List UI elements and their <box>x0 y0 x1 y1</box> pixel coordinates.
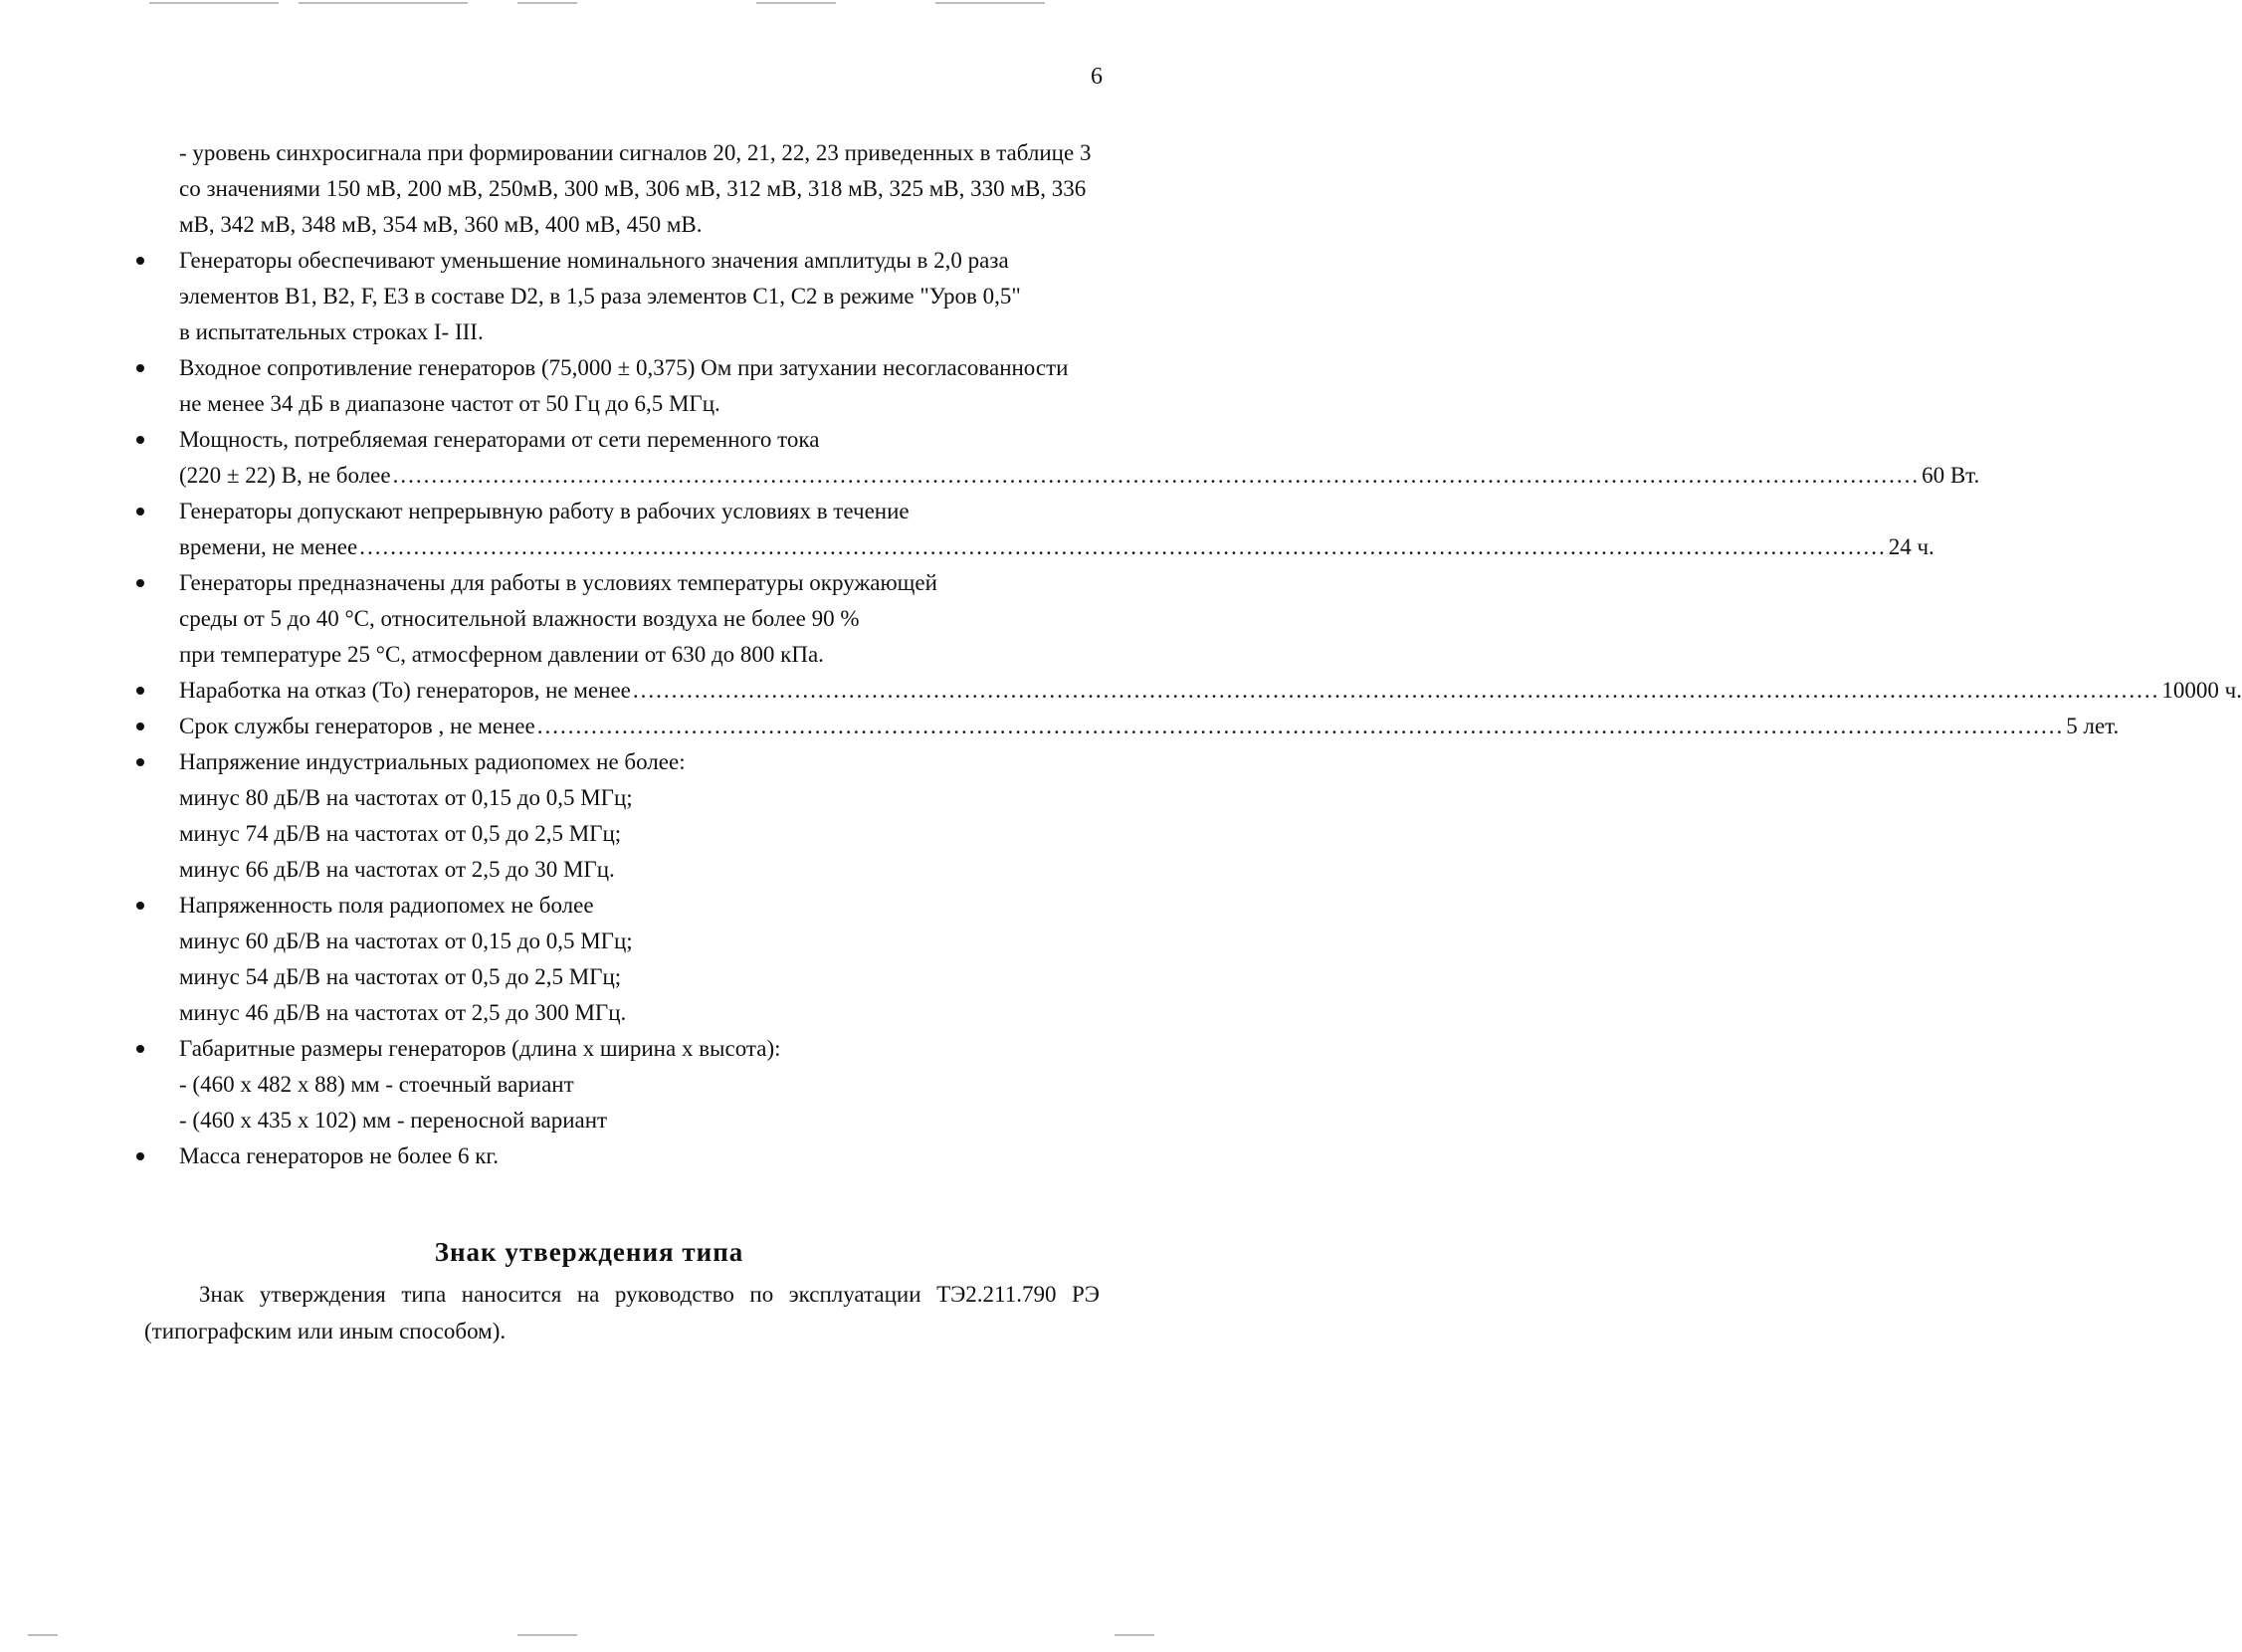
scan-mark <box>756 2 836 4</box>
bullet-icon <box>136 758 144 766</box>
bullet-line: минус 66 дБ/В на частотах от 2,5 до 30 МГц. <box>179 857 615 882</box>
bullet-icon <box>136 508 144 516</box>
bullet-dimensions <box>129 1031 1105 1138</box>
leader-line <box>179 709 2120 744</box>
leader-line <box>179 673 2242 709</box>
section-title: Знак утверждения типа <box>434 1237 744 1267</box>
bullet-power <box>129 422 1980 494</box>
bullet-interference-voltage <box>129 744 1105 888</box>
leader-dots: ...................................................................................................................................................................................................... <box>359 534 1887 559</box>
scan-artifact-top <box>0 0 1178 8</box>
bullet-line: Входное сопротивление генераторов (75,000 ± 0,375) Ом при затухании несогласованности <box>179 355 1069 380</box>
bullet-line: Генераторы допускают непрерывную работу в рабочих условиях в течение <box>179 499 910 523</box>
bullet-line: в испытательных строках I- III. <box>179 319 484 344</box>
bullet-line: - (460 х 482 х 88) мм - стоечный вариант <box>179 1072 574 1097</box>
leader-dots: ...................................................................................................................................................................................................... <box>632 678 2160 703</box>
bullet-line: не менее 34 дБ в диапазоне частот от 50 Гц до 6,5 МГц. <box>179 391 720 416</box>
bullet-mass <box>129 1138 1105 1174</box>
bullet-icon <box>136 257 144 265</box>
leader-text: (220 ± 22) В, не более <box>179 463 391 488</box>
bullet-icon <box>136 723 144 730</box>
bullet-line: Габаритные размеры генераторов (длина х ширина х высота): <box>179 1036 781 1061</box>
leader-value: 5 лет. <box>2066 714 2120 738</box>
scan-mark <box>149 2 279 4</box>
section-body: Знак утверждения типа наносится на руководство по эксплуатации ТЭ2.211.790 РЭ (типографским или иным способом). <box>144 1282 1100 1343</box>
bullet-line: - (460 х 435 х 102) мм - переносной вариант <box>179 1108 608 1133</box>
scan-mark <box>935 2 1045 4</box>
bullet-icon <box>136 1045 144 1053</box>
intro-line: - уровень синхросигнала при формировании сигналов 20, 21, 22, 23 приведенных в таблице 3 <box>179 140 1092 165</box>
bullet-amplitude <box>129 243 1105 350</box>
leader-value: 10000 ч. <box>2161 678 2242 703</box>
bullet-line: минус 74 дБ/В на частотах от 0,5 до 2,5 МГц; <box>179 821 622 846</box>
bullet-line: среды от 5 до 40 °С, относительной влажности воздуха не более 90 % <box>179 606 860 631</box>
bullet-icon <box>136 1152 144 1160</box>
bullet-line: минус 46 дБ/В на частотах от 2,5 до 300 МГц. <box>179 1000 627 1025</box>
bullet-mtbf <box>129 673 2242 709</box>
scan-mark <box>517 1634 577 1636</box>
scan-mark <box>299 2 468 4</box>
leader-text: Срок службы генераторов , не менее <box>179 714 535 738</box>
leader-dots: ...................................................................................................................................................................................................... <box>392 463 1921 488</box>
leader-text: времени, не менее <box>179 534 358 559</box>
scan-mark <box>1115 1634 1154 1636</box>
bullet-line: минус 80 дБ/В на частотах от 0,15 до 0,5 МГц; <box>179 785 633 810</box>
leader-dots: ...................................................................................................................................................................................................... <box>536 714 2065 738</box>
bullet-line: Генераторы предназначены для работы в условиях температуры окружающей <box>179 570 937 595</box>
bullet-icon <box>136 364 144 372</box>
bullet-line: Напряжение индустриальных радиопомех не более: <box>179 749 686 774</box>
scan-mark <box>517 2 577 4</box>
leader-line <box>179 458 1980 494</box>
scan-mark <box>28 1634 58 1636</box>
leader-line <box>179 529 1935 565</box>
intro-line: со значениями 150 мВ, 200 мВ, 250мВ, 300 мВ, 306 мВ, 312 мВ, 318 мВ, 325 мВ, 330 мВ, 336 <box>179 176 1087 201</box>
bullet-line: Мощность, потребляемая генераторами от сети переменного тока <box>179 427 820 452</box>
bullet-icon <box>136 902 144 910</box>
page-number: 6 <box>1091 64 1103 90</box>
bullet-icon <box>136 687 144 695</box>
bullet-conditions <box>129 565 1105 673</box>
bullet-line: Напряженность поля радиопомех не более <box>179 893 594 918</box>
bullet-interference-field <box>129 888 1105 1031</box>
leader-value: 60 Вт. <box>1922 463 1980 488</box>
bullet-line: минус 54 дБ/В на частотах от 0,5 до 2,5 МГц; <box>179 964 622 989</box>
bullet-icon <box>136 579 144 587</box>
bullet-icon <box>136 436 144 444</box>
intro-line: мВ, 342 мВ, 348 мВ, 354 мВ, 360 мВ, 400 мВ, 450 мВ. <box>179 212 703 237</box>
intro-paragraph <box>129 135 1105 243</box>
leader-text: Наработка на отказ (То) генераторов, не менее <box>179 678 631 703</box>
bullet-line: элементов В1, В2, F, Е3 в составе D2, в 1,5 раза элементов С1, С2 в режиме "Уров 0,5" <box>179 284 1021 309</box>
leader-value: 24 ч. <box>1888 534 1935 559</box>
bullet-lifetime <box>129 709 2120 744</box>
bullet-line: Генераторы обеспечивают уменьшение номинального значения амплитуды в 2,0 раза <box>179 248 1009 273</box>
bullet-line: при температуре 25 °С, атмосферном давлении от 630 до 800 кПа. <box>179 642 824 667</box>
bullet-line: минус 60 дБ/В на частотах от 0,15 до 0,5 МГц; <box>179 929 633 953</box>
scan-artifact-bottom <box>0 1632 1178 1638</box>
bullet-resistance <box>129 350 1105 422</box>
bullet-line: Масса генераторов не более 6 кг. <box>179 1143 499 1168</box>
bullet-continuous <box>129 494 1935 565</box>
specifications-list <box>129 135 2242 1174</box>
